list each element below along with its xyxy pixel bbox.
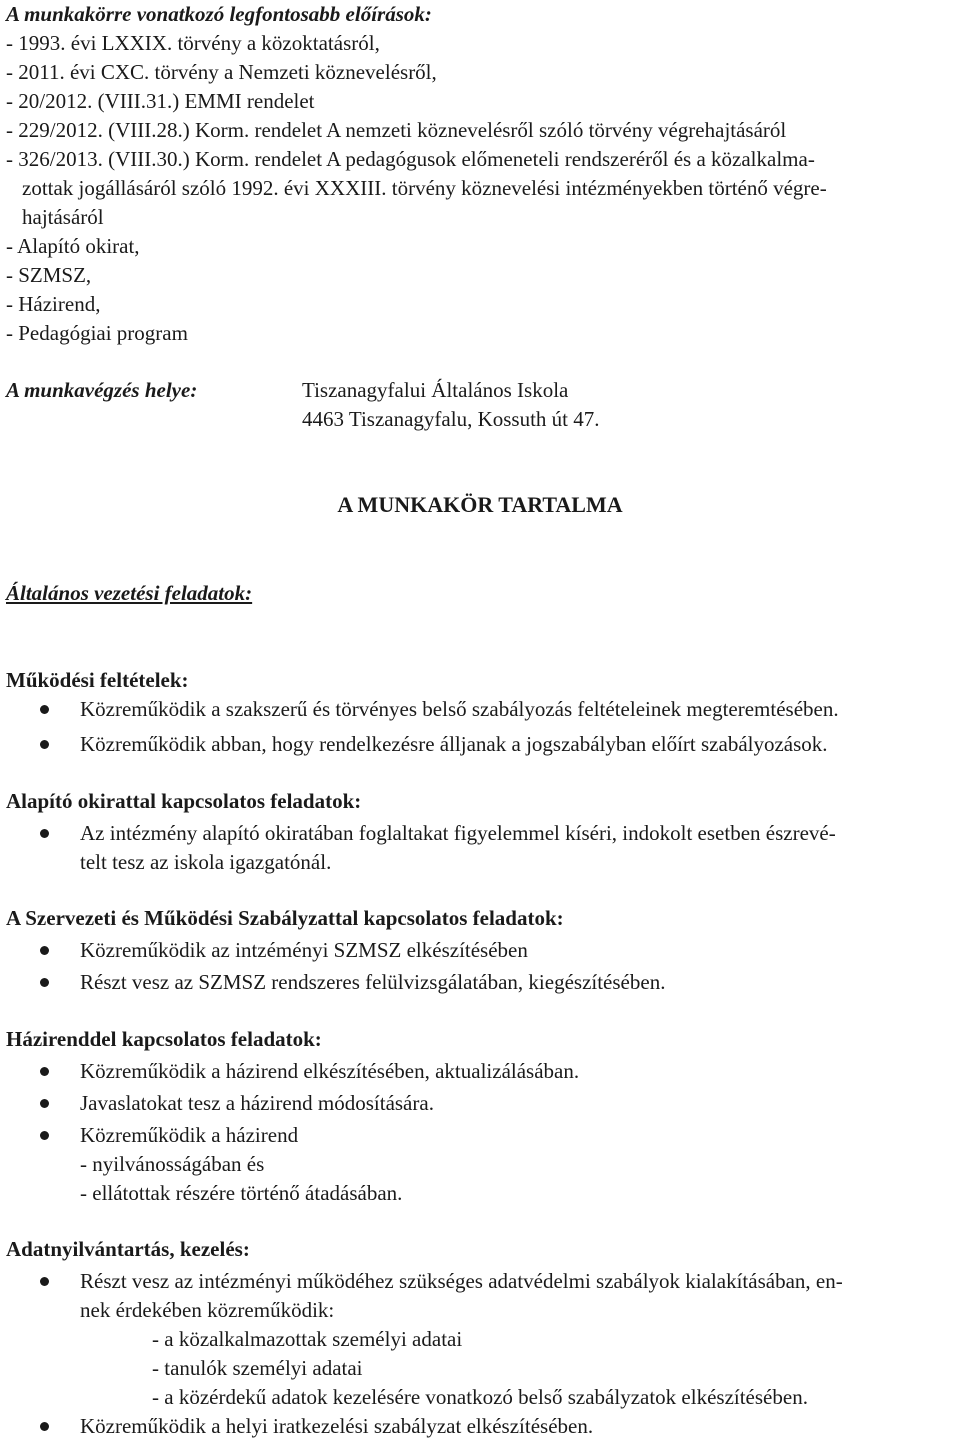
charter-heading: Alapító okirattal kapcsolatos feladatok:	[6, 789, 362, 813]
records-heading: Adatnyilvántartás, kezelés:	[6, 1237, 250, 1261]
house-rules-sub-item: - ellátottak részére történő átadásában.	[80, 1181, 403, 1205]
workplace-label: A munkavégzés helye:	[6, 378, 198, 402]
bullet-icon	[40, 1131, 49, 1140]
workplace-address: 4463 Tiszanagyfalu, Kossuth út 47.	[302, 407, 600, 431]
records-sub-item: - tanulók személyi adatai	[152, 1356, 363, 1380]
regulation-item: - SZMSZ,	[6, 263, 92, 287]
szmsz-bullet: Közreműködik az intzéményi SZMSZ elkészítésében	[80, 938, 528, 962]
regulation-item: - 20/2012. (VIII.31.) EMMI rendelet	[6, 89, 315, 113]
regulations-heading: A munkakörre vonatkozó legfontosabb előírások:	[6, 2, 432, 26]
bullet-icon	[40, 946, 49, 955]
workplace-name: Tiszanagyfalui Általános Iskola	[302, 378, 569, 402]
regulation-item-continued: hajtásáról	[22, 205, 104, 229]
bullet-icon	[40, 829, 49, 838]
operating-bullet: Közreműködik a szakszerű és törvényes belső szabályozás feltételeinek megteremtésében.	[80, 697, 839, 721]
general-duties-heading: Általános vezetési feladatok:	[6, 581, 253, 605]
bullet-icon	[40, 705, 49, 714]
house-rules-heading: Házirenddel kapcsolatos feladatok:	[6, 1027, 322, 1051]
regulation-item: - Alapító okirat,	[6, 234, 140, 258]
regulation-item: - 326/2013. (VIII.30.) Korm. rendelet A pedagógusok előmeneteli rendszeréről és a közalkalma-	[6, 147, 815, 171]
house-rules-bullet: Javaslatokat tesz a házirend módosítására.	[80, 1091, 434, 1115]
regulation-item: - Pedagógiai program	[6, 321, 188, 345]
regulation-item: - 2011. évi CXC. törvény a Nemzeti köznevelésről,	[6, 60, 437, 84]
szmsz-heading: A Szervezeti és Működési Szabályzattal kapcsolatos feladatok:	[6, 906, 564, 930]
house-rules-bullet: Közreműködik a házirend elkészítésében, aktualizálásában.	[80, 1059, 580, 1083]
house-rules-sub-item: - nyilvánosságában és	[80, 1152, 265, 1176]
bullet-icon	[40, 1422, 49, 1431]
records-sub-item: - a közérdekű adatok kezelésére vonatkozó belső szabályzatok elkészítésében.	[152, 1385, 808, 1409]
records-sub-item: - a közalkalmazottak személyi adatai	[152, 1327, 463, 1351]
bullet-icon	[40, 978, 49, 987]
regulation-item: - 1993. évi LXXIX. törvény a közoktatásról,	[6, 31, 380, 55]
bullet-icon	[40, 1067, 49, 1076]
content-title: A MUNKAKÖR TARTALMA	[337, 492, 623, 517]
operating-bullet: Közreműködik abban, hogy rendelkezésre álljanak a jogszabályban előírt szabályozások.	[80, 732, 828, 756]
regulation-item-continued: zottak jogállásáról szóló 1992. évi XXXIII. törvény köznevelési intézményekben történő végre-	[22, 176, 827, 200]
szmsz-bullet: Részt vesz az SZMSZ rendszeres felülvizsgálatában, kiegészítésében.	[80, 970, 666, 994]
regulation-item: - Házirend,	[6, 292, 101, 316]
records-bullet: Közreműködik a helyi iratkezelési szabályzat elkészítésében.	[80, 1414, 594, 1438]
bullet-icon	[40, 1277, 49, 1286]
operating-conditions-heading: Működési feltételek:	[6, 668, 189, 692]
charter-bullet-continued: telt tesz az iskola igazgatónál.	[80, 850, 332, 874]
house-rules-bullet: Közreműködik a házirend	[80, 1123, 299, 1147]
bullet-icon	[40, 1099, 49, 1108]
charter-bullet: Az intézmény alapító okiratában foglaltakat figyelemmel kíséri, indokolt esetben észrevé-	[80, 821, 836, 845]
records-bullet-continued: nek érdekében közreműködik:	[80, 1298, 335, 1322]
bullet-icon	[40, 740, 49, 749]
regulation-item: - 229/2012. (VIII.28.) Korm. rendelet A nemzeti köznevelésről szóló törvény végrehajtásáról	[6, 118, 787, 142]
records-bullet: Részt vesz az intézményi működéhez szükséges adatvédelmi szabályok kialakításában, en-	[80, 1269, 843, 1293]
